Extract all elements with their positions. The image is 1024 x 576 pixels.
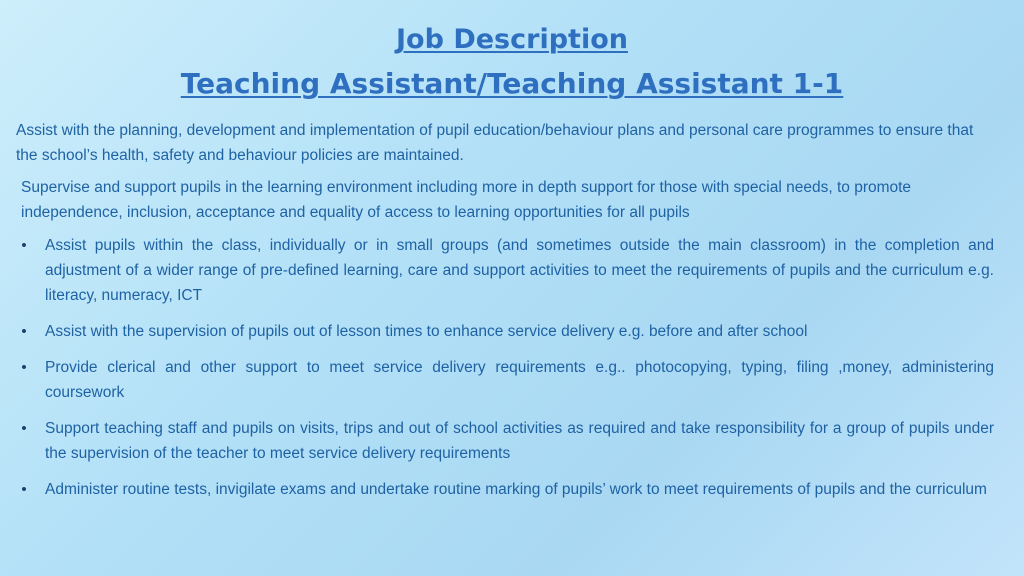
slide-body [16,118,994,513]
title-line-2: Teaching Assistant/Teaching Assistant 1-1 [180,67,844,100]
bullet-icon: • [21,420,27,437]
intro-paragraph-1: Assist with the planning, development and implementation of pupil education/behaviour plans and personal care programmes to ensure that the school’s health, safety and behaviour policies are maintained. [16,122,974,164]
list-item [16,233,994,308]
list-item-text: Assist with the supervision of pupils out of lesson times to enhance service delivery e.g. before and after school [45,323,808,340]
bullet-icon: • [21,323,27,340]
intro-paragraph-2: Supervise and support pupils in the learning environment including more in depth support for those with special needs, to promote independence, inclusion, acceptance and equality of access to learning opportunities for all pupils [21,179,912,221]
list-item [16,355,994,405]
list-item-text: Support teaching staff and pupils on visits, trips and out of school activities as required and take responsibility for a group of pupils under the supervision of the teacher to meet service delivery requirements [45,420,994,462]
bullet-icon: • [21,359,27,376]
list-item [16,319,994,344]
title-line-1: Job Description [396,24,628,55]
bullet-icon: • [21,481,27,498]
list-item-text: Administer routine tests, invigilate exams and undertake routine marking of pupils’ work to meet requirements of pupils and the curriculum [45,481,987,498]
slide-title [0,18,1024,106]
bullet-icon: • [21,237,27,254]
list-item [16,477,994,502]
list-item-text: Assist pupils within the class, individually or in small groups (and sometimes outside the main classroom) in the completion and adjustment of a wider range of pre-defined learning, care and support activities to meet the requirements of pupils and the curriculum e.g. literacy, numeracy, ICT [45,237,994,304]
list-item-text: Provide clerical and other support to meet service delivery requirements e.g.. photocopying, typing, filing ,money, administering coursework [45,359,994,401]
list-item [16,416,994,466]
duties-list [16,233,994,502]
